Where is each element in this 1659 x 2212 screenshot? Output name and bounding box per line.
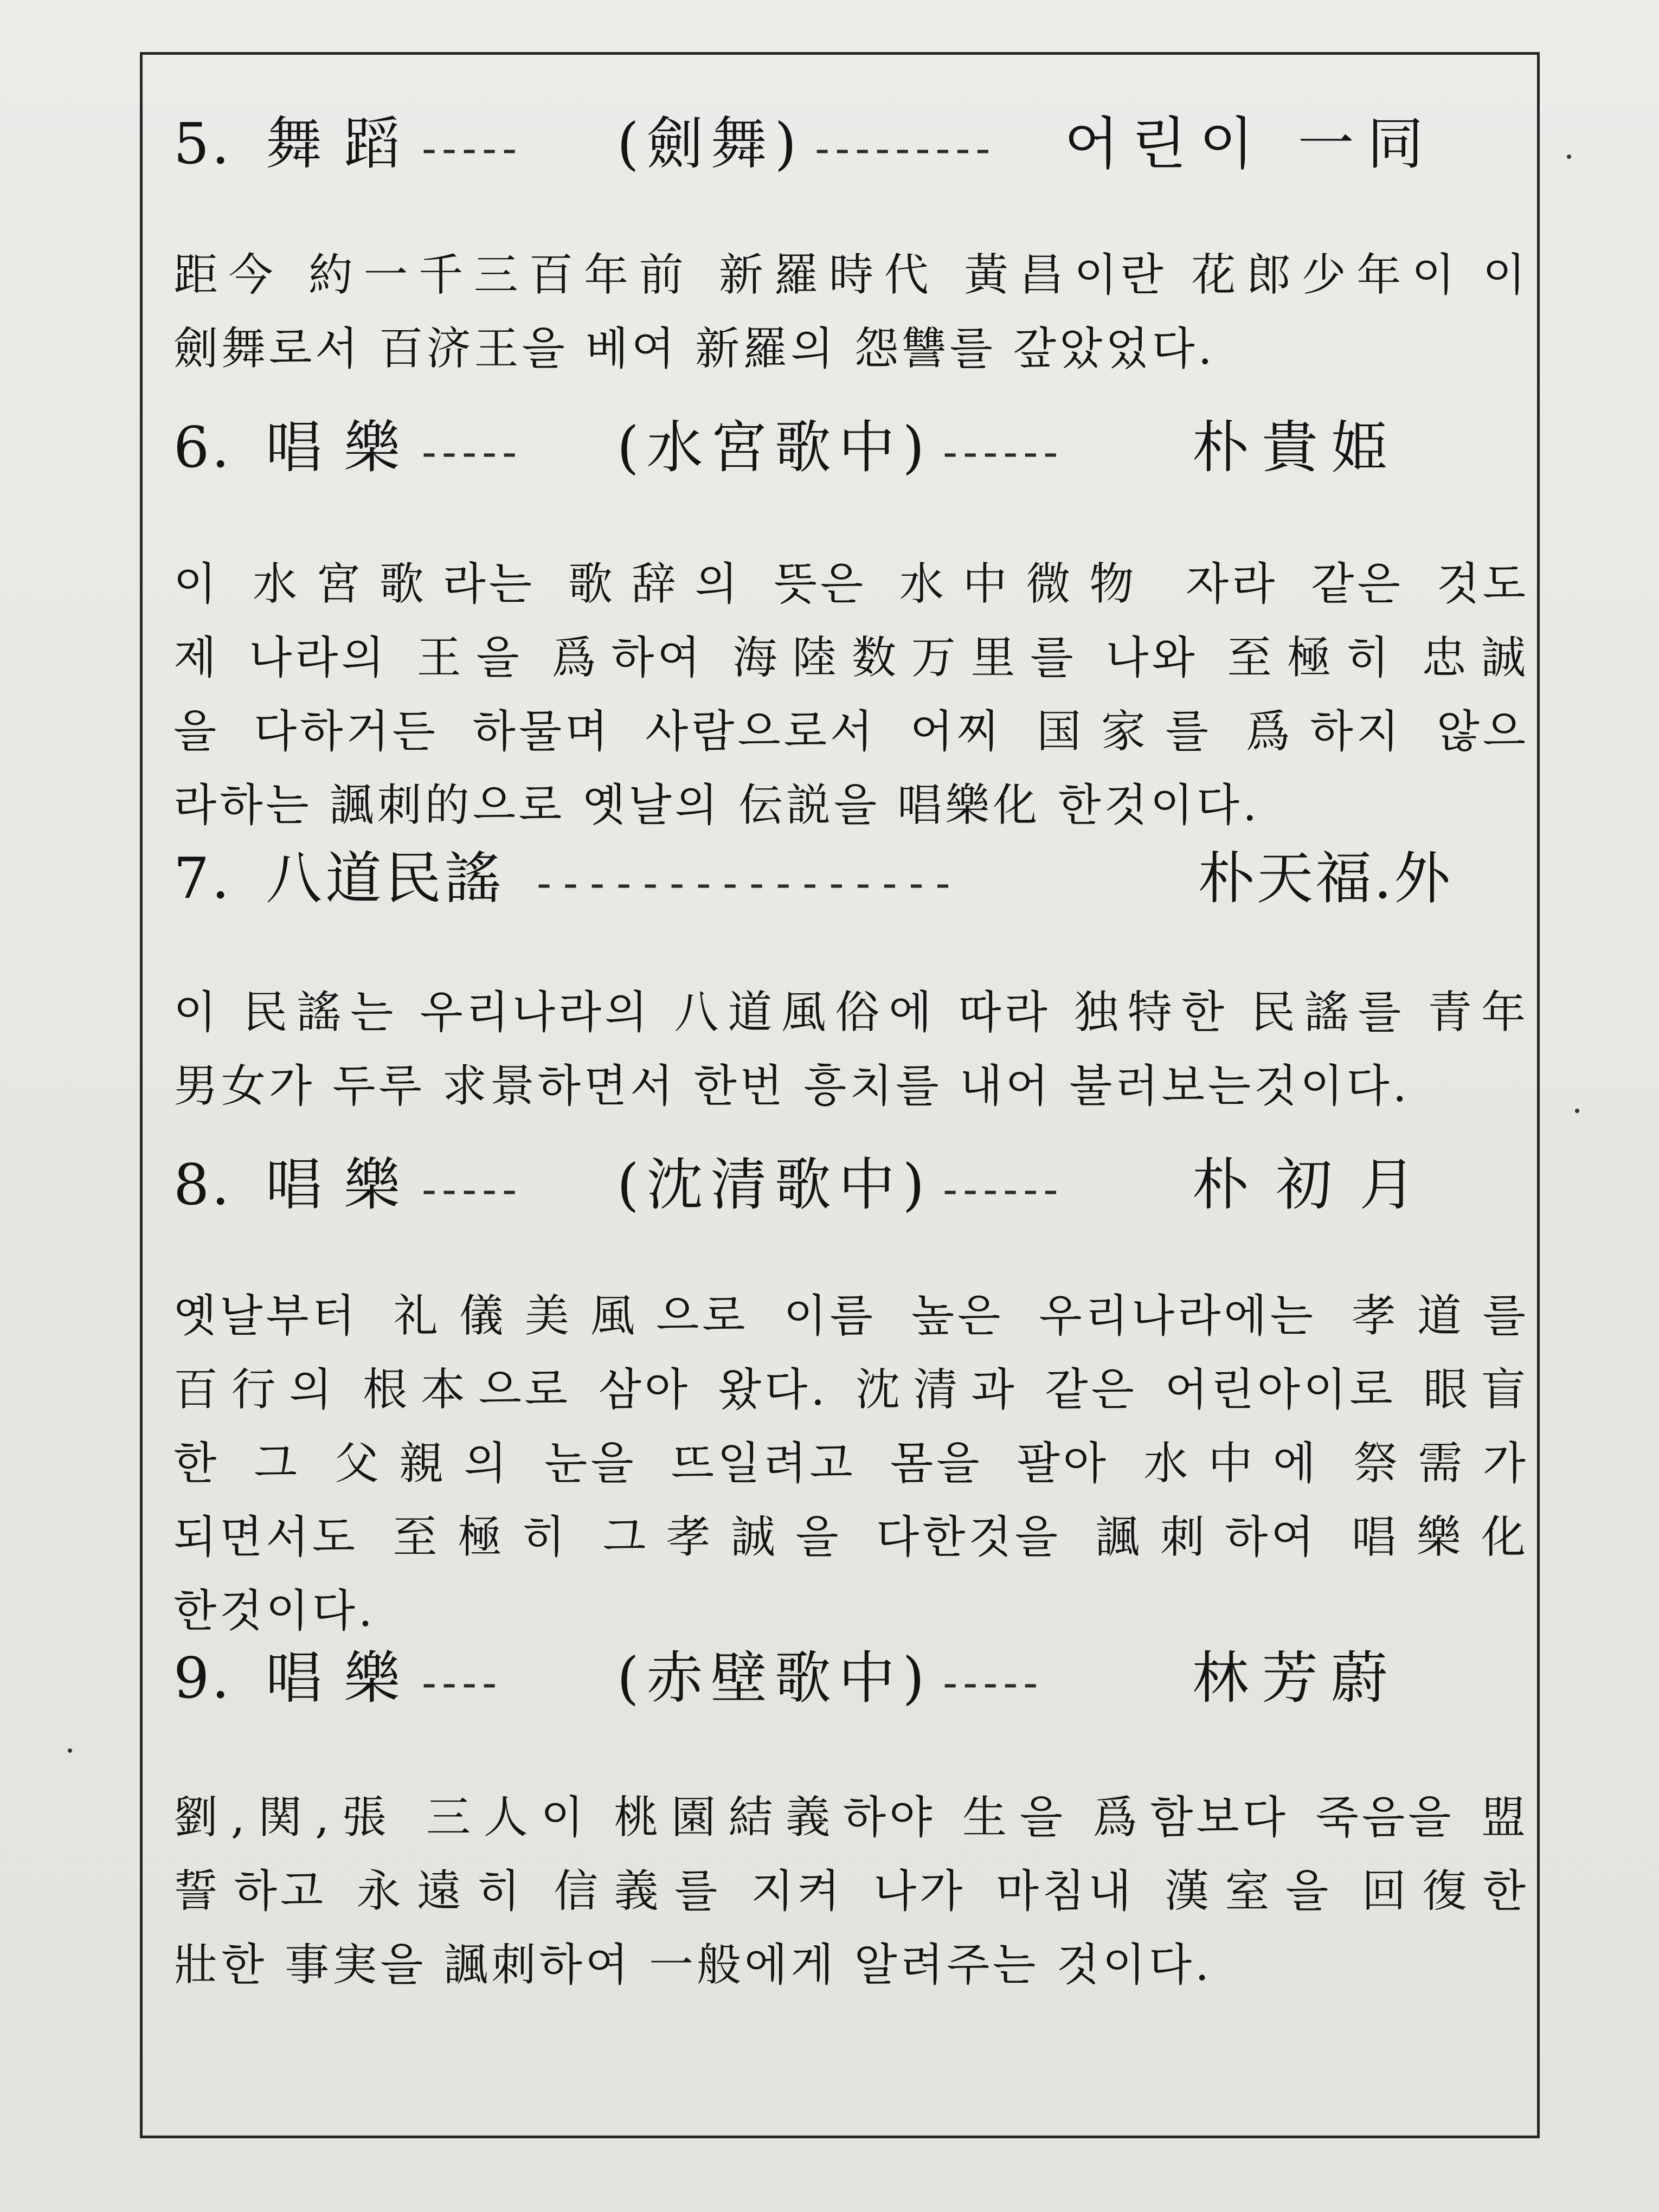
leader-dashes: ----- bbox=[422, 427, 523, 477]
item-piece: (沈清歌中) bbox=[617, 1152, 933, 1218]
item-number: 7. bbox=[173, 845, 232, 911]
item-genre: 唱樂 bbox=[266, 1152, 422, 1218]
program-item-8 bbox=[173, 1149, 1540, 1648]
item-heading bbox=[173, 843, 1540, 914]
item-performer: 朴天福.外 bbox=[1198, 845, 1453, 911]
item-description bbox=[173, 548, 1540, 843]
item-description bbox=[173, 1279, 1540, 1648]
leader-dashes: ----- bbox=[943, 1657, 1044, 1708]
item-description bbox=[173, 976, 1540, 1123]
scan-speck bbox=[1575, 1109, 1579, 1113]
program-item-5 bbox=[173, 108, 1540, 386]
description-line: 라하는 諷刺的으로 옛날의 伝説을 唱樂化 한것이다. bbox=[173, 780, 1261, 831]
description-line: 男女가 두루 求景하면서 한번 흥치를 내어 불러보는것이다. bbox=[173, 1060, 1410, 1112]
leader-dashes: ----- bbox=[422, 123, 523, 173]
item-piece: (水宮歌中) bbox=[617, 414, 933, 480]
leader-dashes: ---------------- bbox=[537, 858, 962, 908]
leader-dashes: ---- bbox=[422, 1657, 503, 1708]
description-line: 한것이다. bbox=[173, 1585, 376, 1637]
description-line: 옛날부터 礼儀美風으로 이름 높은 우리나라에는 孝道를 bbox=[173, 1290, 1529, 1342]
description-line: 壯한 事実을 諷刺하여 一般에게 알려주는 것이다. bbox=[173, 1939, 1213, 1991]
description-line: 이 水宮歌라는 歌辞의 뜻은 水中微物 자라 같은 것도 bbox=[173, 558, 1529, 610]
item-heading bbox=[173, 1149, 1540, 1220]
program-item-6 bbox=[173, 412, 1540, 843]
description-line: 劉,関,張 三人이 桃園結義하야 生을 爲함보다 죽음을 盟 bbox=[173, 1792, 1529, 1843]
item-genre: 唱樂 bbox=[266, 1645, 422, 1711]
description-line: 距今 約一千三百年前 新羅時代 黃昌이란 花郎少年이 이 bbox=[173, 249, 1529, 301]
program-item-9 bbox=[173, 1643, 1540, 2002]
item-description bbox=[173, 239, 1540, 386]
description-line: 誓하고 永遠히 信義를 지켜 나가 마침내 漢室을 回復한 bbox=[173, 1866, 1529, 1917]
leader-dashes: ------ bbox=[943, 1164, 1064, 1214]
item-performer: 林芳蔚 bbox=[1192, 1645, 1401, 1711]
scan-speck bbox=[68, 1748, 72, 1753]
item-performer: 朴初月 bbox=[1192, 1152, 1443, 1218]
item-genre: 八道民謠 bbox=[266, 845, 505, 911]
item-piece: (劍舞) bbox=[617, 111, 805, 177]
leader-dashes: ----- bbox=[422, 1164, 523, 1214]
description-line: 제 나라의 王을 爲하여 海陸数万里를 나와 至極히 忠誠 bbox=[173, 632, 1529, 684]
description-line: 을 다하거든 하물며 사람으로서 어찌 国家를 爲하지 않으 bbox=[173, 706, 1529, 757]
item-number: 5. bbox=[173, 111, 232, 177]
item-performer: 어린이 一同 bbox=[1064, 111, 1437, 177]
item-genre: 唱樂 bbox=[266, 414, 422, 480]
description-line: 百行의 根本으로 삼아 왔다. 沈清과 같은 어린아이로 眼盲 bbox=[173, 1364, 1529, 1416]
description-line: 한 그 父親의 눈을 뜨일려고 몸을 팔아 水中에 祭需가 bbox=[173, 1438, 1529, 1489]
leader-dashes: --------- bbox=[815, 123, 996, 173]
description-line: 되면서도 至極히 그孝誠을 다한것을 諷刺하여 唱樂化 bbox=[173, 1512, 1529, 1563]
scan-speck bbox=[1567, 155, 1571, 159]
item-number: 9. bbox=[173, 1645, 232, 1711]
item-heading bbox=[173, 1643, 1540, 1713]
description-line: 이 民謠는 우리나라의 八道風俗에 따라 独特한 民謠를 青年 bbox=[173, 987, 1529, 1038]
item-number: 8. bbox=[173, 1152, 232, 1218]
item-heading bbox=[173, 412, 1540, 483]
item-description bbox=[173, 1781, 1540, 2002]
item-number: 6. bbox=[173, 414, 232, 480]
program-item-7 bbox=[173, 843, 1540, 1123]
item-heading bbox=[173, 108, 1540, 179]
item-genre: 舞蹈 bbox=[266, 111, 422, 177]
item-performer: 朴貴姫 bbox=[1192, 414, 1401, 480]
item-piece: (赤壁歌中) bbox=[617, 1645, 933, 1711]
leader-dashes: ------ bbox=[943, 427, 1064, 477]
description-line: 劍舞로서 百济王을 베여 新羅의 怨讐를 갚았었다. bbox=[173, 323, 1216, 375]
